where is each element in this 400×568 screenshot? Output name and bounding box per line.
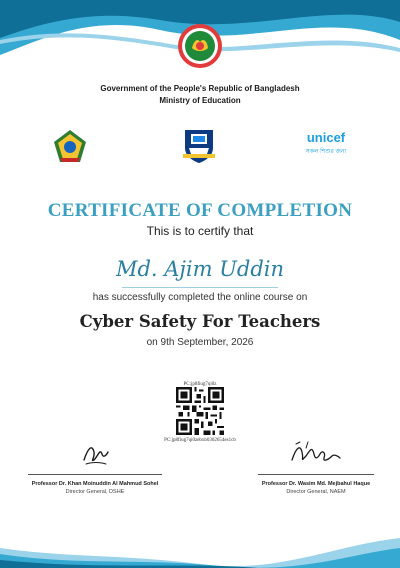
verification-code-bottom: PC:jp8fiug7qi0zebxb0302654es1cb	[164, 438, 236, 443]
signature-line-left	[28, 474, 162, 475]
recipient-underline	[122, 287, 278, 288]
government-line: Government of the People's Republic of Bangladesh	[100, 84, 300, 93]
signatory-left-name: Professor Dr. Khan Moinuddin Al Mahmud Sohel	[31, 481, 159, 487]
certificate-title: CERTIFICATE OF COMPLETION	[47, 200, 353, 221]
unicef-wordmark: unicef	[306, 130, 346, 145]
certify-line: This is to certify that	[146, 224, 254, 238]
bangladesh-govt-emblem-icon	[176, 22, 224, 70]
unicef-tagline: সকল শিশুর জন্য	[305, 149, 347, 155]
unicef-logo-icon	[296, 130, 356, 164]
signatory-right-name: Professor Dr. Wasim Md. Mejbahul Haque	[261, 481, 371, 487]
course-title: Cyber Safety For Teachers	[79, 312, 321, 331]
completed-line: has successfully completed the online course on	[92, 292, 308, 303]
signature-right-icon	[288, 438, 344, 468]
naem-emblem-icon	[181, 126, 217, 164]
signatory-left-title: Director General, DSHE	[65, 489, 125, 495]
ministry-line: Ministry of Education	[159, 96, 241, 105]
qr-code-icon	[176, 387, 224, 435]
signature-line-right	[258, 474, 374, 475]
signature-left-icon	[80, 440, 110, 468]
recipient-name: Md. Ajim Uddin	[115, 257, 285, 281]
completion-date: on 9th September, 2026	[146, 337, 254, 348]
verification-code-top: PC:jp8fiug7qi0z	[183, 382, 217, 387]
bottom-wave-decoration	[0, 498, 400, 568]
dshe-emblem-icon	[52, 128, 88, 164]
signatory-right-title: Director General, NAEM	[286, 489, 346, 495]
